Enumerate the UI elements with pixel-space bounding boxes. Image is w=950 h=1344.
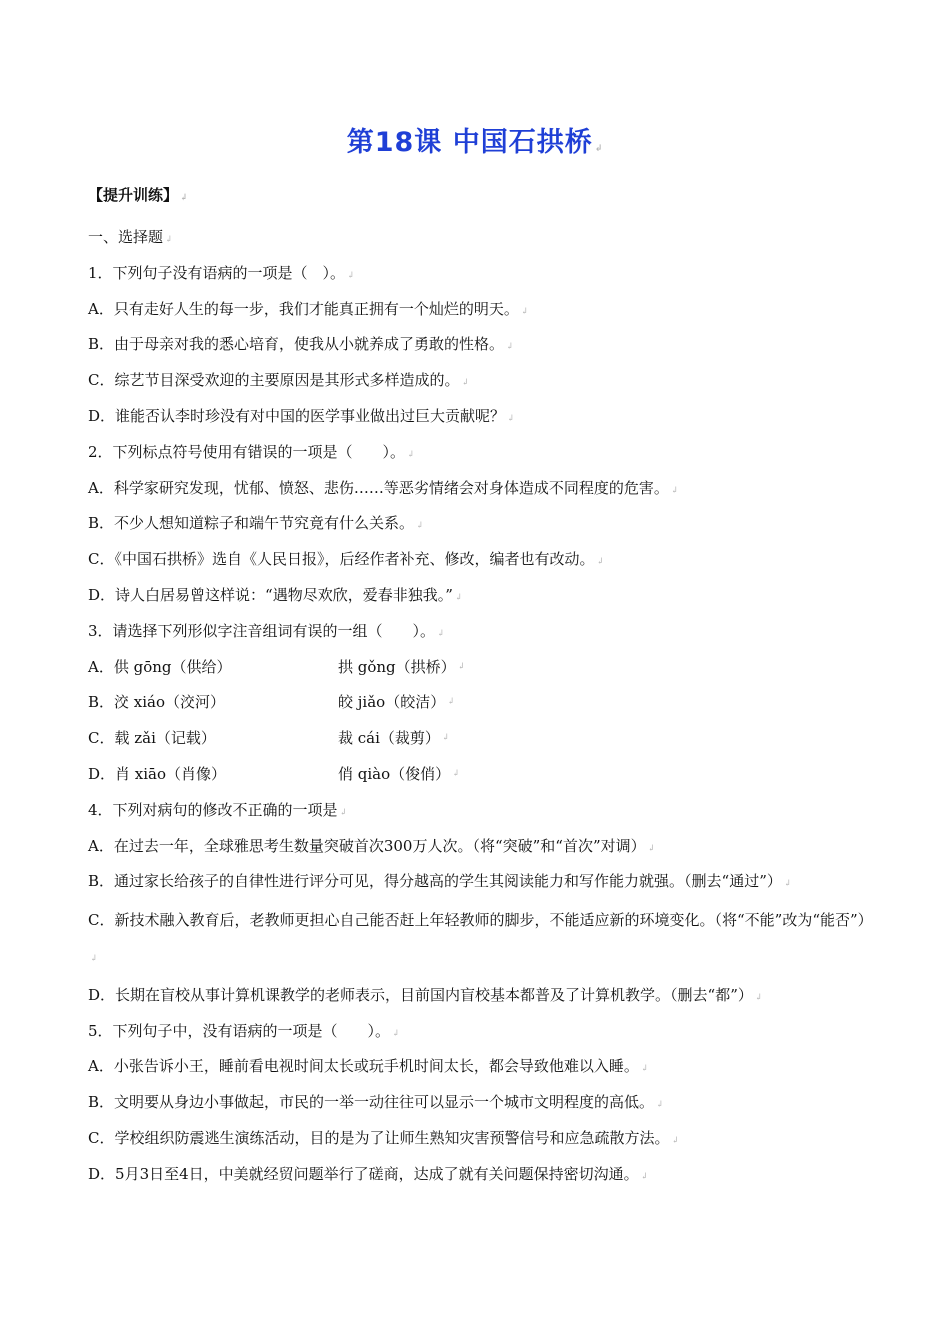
option-c: C．学校组织防震逃生演练活动，目的是为了让师生熟知灾害预警信号和应急疏散方法。 ↲ — [88, 1128, 680, 1147]
paragraph-mark-icon: ↲ — [457, 661, 466, 672]
paragraph-mark-icon: ↲ — [640, 1064, 649, 1075]
paragraph-mark-icon: ↲ — [441, 733, 450, 744]
question-list — [88, 220, 873, 1193]
part-heading: 一、选择题 ↲ — [88, 228, 173, 246]
paragraph-mark-icon: ↲ — [656, 1100, 664, 1111]
option-d: D．肖 xiāo（肖像） 俏 qiào（俊俏） ↲ — [88, 757, 868, 793]
option-b: B．洨 xiáo（洨河） 皎 jiǎo（皎洁） ↲ — [88, 685, 868, 721]
paragraph-mark-icon: ↲ — [347, 270, 355, 281]
option-a: A．小张告诉小王，睡前看电视时间太长或玩手机时间太长，都会导致他难以入睡。 ↲ — [88, 1057, 649, 1076]
paragraph-mark-icon: ↲ — [339, 807, 348, 818]
paragraph-mark-icon: ↲ — [520, 306, 529, 317]
paragraph-mark-icon: ↲ — [670, 485, 679, 496]
paragraph-mark-icon: ↲ — [461, 378, 470, 389]
option-b: B．不少人想知道粽子和端午节究竟有什么关系。 ↲ — [88, 514, 424, 533]
option-c: C．《中国石拱桥》选自《人民日报》，后经作者补充、修改，编者也有改动。 ↲ — [88, 550, 605, 569]
option-d: D．长期在盲校从事计算机课教学的老师表示，目前国内盲校基本都普及了计算机教学。（删去“都”） ↲ — [88, 985, 763, 1004]
paragraph-mark-icon: ↲ — [452, 768, 460, 779]
paragraph-mark-icon: ↲ — [507, 413, 515, 424]
paragraph-mark-icon: ↲ — [90, 953, 98, 964]
paragraph-mark-icon: ↲ — [594, 144, 604, 154]
question-stem: 4．下列对病句的修改不正确的一项是 ↲ — [88, 800, 348, 819]
paragraph-mark-icon: ↲ — [671, 1135, 680, 1146]
paragraph-mark-icon: ↲ — [416, 521, 424, 532]
paragraph-mark-icon: ↲ — [447, 697, 455, 708]
paragraph-mark-icon: ↲ — [640, 1171, 649, 1182]
page-title: 第18课 中国石拱桥 ↲ — [346, 127, 604, 158]
option-d: D．诗人白居易曾这样说：“遇物尽欢欣，爱春非独我。” ↲ — [88, 585, 463, 604]
option-c: C．综艺节目深受欢迎的主要原因是其形式多样造成的。 ↲ — [88, 371, 470, 390]
option-b: B．文明要从身边小事做起，市民的一举一动往往可以显示一个城市文明程度的高低。 ↲ — [88, 1093, 664, 1112]
option-a: A．只有走好人生的每一步，我们才能真正拥有一个灿烂的明天。 ↲ — [88, 299, 529, 318]
paragraph-mark-icon: ↲ — [407, 449, 415, 460]
question-stem: 3．请选择下列形似字注音组词有误的一组（ ）。 ↲ — [88, 621, 445, 640]
option-c: C．新技术融入教育后，老教师更担心自己能否赶上年轻教师的脚步，不能适应新的环境变化。（将“不能”改为“能否”）↲ — [88, 911, 873, 964]
option-a: A．科学家研究发现，忧郁、愤怒、悲伤……等恶劣情绪会对身体造成不同程度的危害。 ↲ — [88, 478, 679, 497]
paragraph-mark-icon: ↲ — [165, 235, 173, 245]
paragraph-mark-icon: ↲ — [596, 557, 605, 568]
option-c: C．载 zǎi（记载） 裁 cái（裁剪） ↲ — [88, 721, 868, 757]
option-b: B．通过家长给孩子的自律性进行评分可见，得分越高的学生其阅读能力和写作能力就强。（删去“通过”） ↲ — [88, 872, 792, 891]
question-stem: 1．下列句子没有语病的一项是（ ）。 ↲ — [88, 263, 355, 282]
question-stem: 2．下列标点符号使用有错误的一项是（ ）。 ↲ — [88, 442, 415, 461]
option-a: A．在过去一年，全球雅思考生数量突破首次300万人次。（将“突破”和“首次”对调） ↲ — [88, 836, 656, 855]
option-d: D．谁能否认李时珍没有对中国的医学事业做出过巨大贡献呢？ ↲ — [88, 406, 515, 425]
paragraph-mark-icon: ↲ — [506, 342, 514, 353]
paragraph-mark-icon: ↲ — [180, 193, 188, 203]
option-d: D．5月3日至4日，中美就经贸问题举行了磋商，达成了就有关问题保持密切沟通。 ↲ — [88, 1164, 649, 1183]
paragraph-mark-icon: ↲ — [647, 843, 656, 854]
paragraph-mark-icon: ↲ — [783, 879, 792, 890]
section-heading: 【提升训练】 ↲ — [88, 186, 188, 204]
paragraph-mark-icon: ↲ — [437, 628, 445, 639]
option-b: B．由于母亲对我的悉心培育，使我从小就养成了勇敢的性格。 ↲ — [88, 335, 514, 354]
paragraph-mark-icon: ↲ — [454, 592, 463, 603]
option-a: A．供 gōng（供给） 拱 gǒng（拱桥） ↲ — [88, 650, 868, 686]
question-stem: 5．下列句子中，没有语病的一项是（ ）。 ↲ — [88, 1021, 400, 1040]
paragraph-mark-icon: ↲ — [754, 992, 763, 1003]
paragraph-mark-icon: ↲ — [392, 1028, 400, 1039]
